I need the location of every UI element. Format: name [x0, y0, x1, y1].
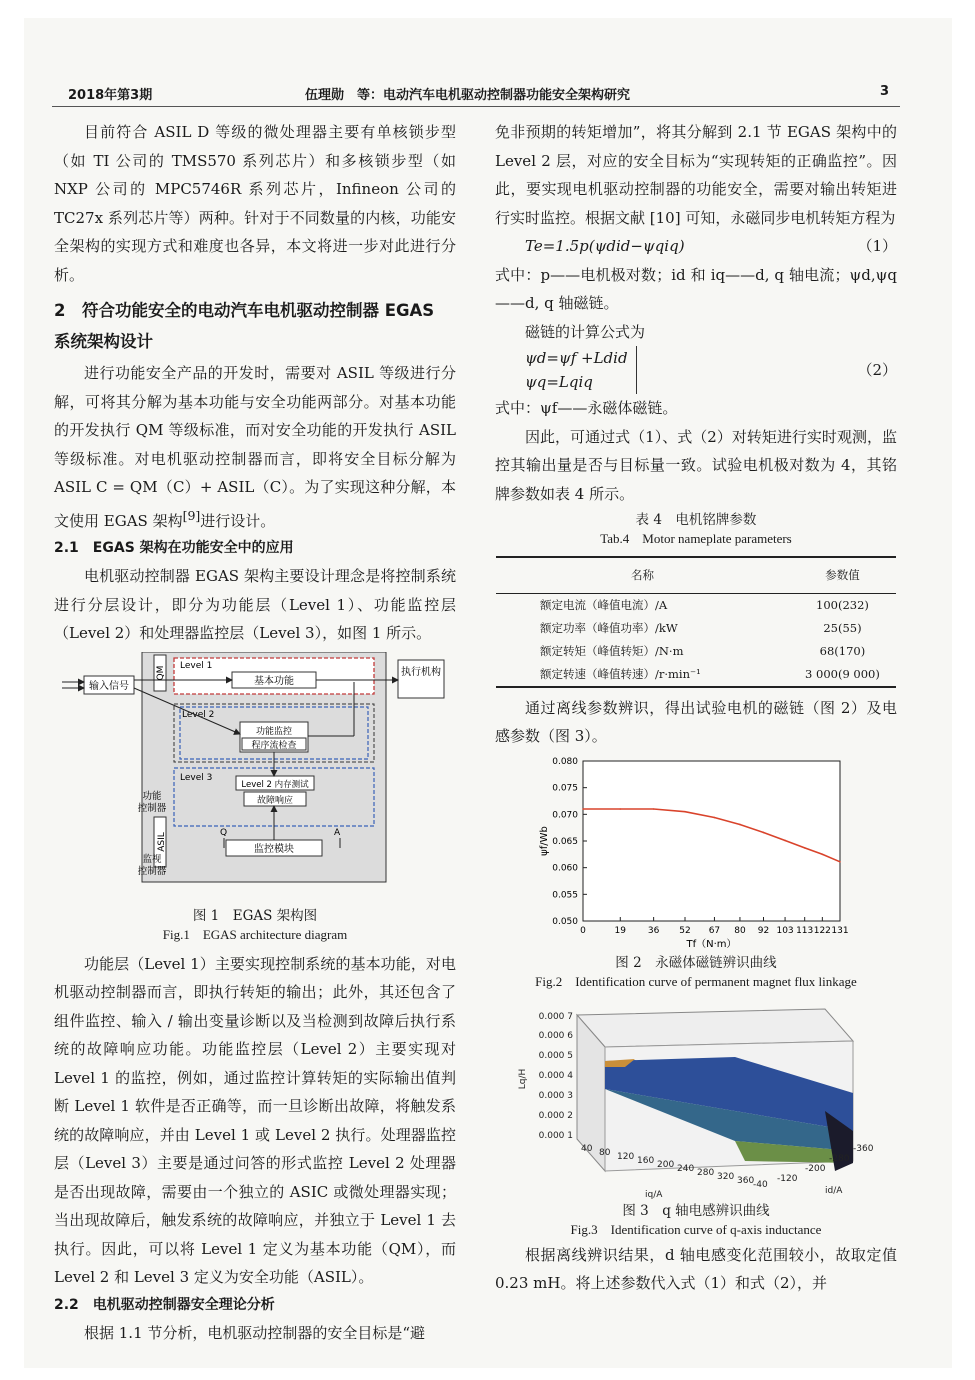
- svg-text:Level 2 内存测试: Level 2 内存测试: [241, 779, 309, 790]
- x-tick-label: 92: [757, 925, 770, 936]
- svg-text:320: 320: [717, 1171, 735, 1182]
- equation-definitions: 式中：ψf——永磁体磁链。: [495, 399, 678, 417]
- svg-text:基本功能: 基本功能: [254, 675, 294, 687]
- x-tick-label: 52: [679, 925, 691, 936]
- svg-text:Level 3: Level 3: [180, 772, 213, 783]
- data-point: [619, 808, 621, 810]
- svg-text:Level 1: Level 1: [180, 660, 213, 671]
- x-tick-label: 80: [734, 925, 746, 936]
- y-tick-label: 0.070: [552, 809, 578, 820]
- figure-1: [54, 648, 456, 906]
- plot-frame: [583, 761, 840, 921]
- svg-text:0.000 5: 0.000 5: [538, 1050, 573, 1061]
- x-tick-label: 131: [831, 925, 849, 936]
- svg-text:ASIL: ASIL: [157, 831, 167, 852]
- paragraph: 磁链的计算公式为: [525, 322, 646, 341]
- equation-1: Te=1.5p(ψdid−ψqiq) （1）: [525, 237, 897, 255]
- svg-text:-40: -40: [753, 1179, 768, 1190]
- data-point: [739, 823, 741, 825]
- svg-text:-200: -200: [805, 1163, 826, 1174]
- svg-text:280: 280: [697, 1167, 715, 1178]
- svg-text:0.000 3: 0.000 3: [538, 1090, 573, 1101]
- equation-definitions: 式中：p——电机极对数；id 和 iq——d, q 轴电流；ψd,ψq——d, q 轴磁链。: [495, 265, 897, 312]
- egas-diagram: [54, 652, 456, 910]
- x-tick-label: 0: [580, 925, 586, 936]
- svg-text:故障响应: 故障响应: [256, 795, 294, 806]
- svg-text:200: 200: [657, 1159, 675, 1170]
- section-heading: 2 符合功能安全的电动汽车电机驱动控制器 EGAS 系统架构设计: [54, 301, 435, 351]
- inductance-surface-chart: [495, 1001, 897, 1201]
- paragraph: 通过离线参数辨识，得出试验电机的磁链（图 2）及电感参数（图 3）。: [495, 698, 897, 745]
- x-tick-label: 36: [647, 925, 660, 936]
- svg-text:120: 120: [617, 1151, 635, 1162]
- figure-3-caption: 图 3 q 轴电感辨识曲线: [622, 1202, 770, 1219]
- y-tick-label: 0.055: [552, 889, 578, 900]
- journal-issue: 2018年第3期: [68, 88, 153, 103]
- x-tick-label: 103: [776, 925, 794, 936]
- paragraph: 因此，可通过式（1）、式（2）对转矩进行实时观测，监控其输出量是否与目标量一致。试验电机极对数为 4，其铭牌参数如表 4 所示。: [495, 427, 897, 503]
- svg-text:-280: -280: [829, 1153, 850, 1164]
- svg-text:控制器: 控制器: [137, 802, 167, 814]
- data-point: [653, 808, 655, 810]
- data-point: [839, 861, 841, 863]
- svg-text:QM: QM: [156, 665, 166, 680]
- svg-text:功能: 功能: [142, 790, 162, 802]
- figure-1-caption-en: Fig.1 EGAS architecture diagram: [162, 926, 348, 942]
- flux-linkage-chart: [495, 753, 897, 953]
- data-point: [784, 839, 786, 841]
- svg-text:80: 80: [599, 1147, 611, 1158]
- figure-2-caption-en: Fig.2 Identification curve of permanent magnet flux linkage: [535, 973, 857, 989]
- table-row: 额定电流（峰值电流）/A 100(232): [540, 597, 869, 612]
- table-header: 名称: [496, 557, 789, 593]
- svg-text:Q: Q: [220, 827, 228, 838]
- svg-text:-360: -360: [853, 1143, 874, 1154]
- citation: [9]: [182, 507, 201, 523]
- right-column: [495, 118, 897, 1298]
- table-4-caption-en: Tab.4 Motor nameplate parameters: [600, 531, 792, 546]
- equation-2: ψd=ψf +Ldid ψq=Lqiq （2）: [495, 346, 897, 394]
- data-point: [714, 816, 716, 818]
- svg-text:iq/A: iq/A: [645, 1189, 663, 1200]
- svg-text:功能监控: 功能监控: [255, 726, 293, 737]
- table-row: 额定转矩（峰值转矩）/N·m 68(170): [540, 643, 866, 658]
- svg-text:160: 160: [637, 1155, 655, 1166]
- y-tick-label: 0.060: [552, 863, 578, 874]
- paragraph: 功能层（Level 1）主要实现控制系统的基本功能，对电机驱动控制器而言，即执行转矩的输出；此外，其还包含了组件监控、输入 / 输出变量诊断以及当检测到故障后执行系统的故障响应功能。功能监控层（Level 2）主要实现对 Level 1 的监控，例如，通过监控计算转矩的实际输出值判断 Level 1 软件是否正确等，而一旦诊断出故障，将触发系统的故障响应，并由 Level 1 或 Level 2 执行。处理器监控层（Level 3）主要是通过问答的形式监控 Level 2 处理器是否出现故障，需要由一个独立的 ASIC 或微处理器实现；当出现故障后，触发系统的故障响应，并独立于 Level 1 去执行。因此，可以将 Level 1 定义为基本功能（QM），而 Level 2 和 Level 3 定义为安全功能（ASIL）。: [54, 954, 456, 1286]
- svg-text:240: 240: [677, 1163, 695, 1174]
- nameplate-table: [496, 556, 896, 688]
- paragraph: 免非预期的转矩增加”，将其分解到 2.1 节 EGAS 架构中的 Level 2 层，对应的安全目标为“实现转矩的正确监控”。因此，要实现电机驱动控制器的功能安全，需要对输出转矩进行实时监控。根据文献 [10] 可知，永磁同步电机转矩方程为: [495, 123, 897, 227]
- svg-text:程序流检查: 程序流检查: [251, 740, 297, 751]
- y-axis-label: ψf/Wb: [539, 825, 550, 856]
- x-tick-label: 122: [813, 925, 831, 936]
- svg-text:执行机构: 执行机构: [401, 666, 441, 678]
- figure-1-caption: 图 1 EGAS 架构图: [192, 907, 318, 924]
- svg-text:0.000 2: 0.000 2: [538, 1110, 573, 1121]
- data-point: [684, 810, 686, 812]
- data-point: [582, 808, 584, 810]
- table-header: 参数值: [789, 557, 896, 593]
- x-tick-label: 67: [708, 925, 721, 936]
- data-point: [822, 853, 824, 855]
- table-row: 额定转速（峰值转速）/r·min⁻¹ 3 000(9 000): [496, 663, 896, 687]
- x-tick-label: 113: [796, 925, 814, 936]
- paragraph: 目前符合 ASIL D 等级的微处理器主要有单核锁步型（如 TI 公司的 TMS570 系列芯片）和多核锁步型（如 NXP 公司的 MPC5746R 系列芯片，Infineon 公司的 TC27x 系列芯片等）两种。针对于不同数量的内核，功能安全架构的实现方式和难度也各异，本文将进一步对此进行分析。: [54, 123, 456, 284]
- subsection-heading: 2.1 EGAS 架构在功能安全中的应用: [54, 540, 294, 556]
- paragraph: 电机驱动控制器 EGAS 架构主要设计理念是将控制系统进行分层设计，即分为功能层（Level 1）、功能监控层（Level 2）和处理器监控层（Level 3），如图 1 所示。: [54, 567, 456, 642]
- x-axis-label: Tf（N·m）: [686, 938, 737, 950]
- paragraph: 根据 1.1 节分析，电机驱动控制器的安全目标是“避: [84, 1323, 426, 1342]
- data-point: [804, 847, 806, 849]
- table-4-caption: 表 4 电机铭牌参数: [635, 512, 757, 528]
- svg-text:Lq/H: Lq/H: [518, 1068, 528, 1089]
- svg-text:360: 360: [737, 1175, 755, 1186]
- x-tick-label: 19: [614, 925, 627, 936]
- subsection-heading: 2.2 电机驱动控制器安全理论分析: [54, 1296, 275, 1313]
- svg-text:0.000 7: 0.000 7: [538, 1011, 573, 1022]
- paragraph: 根据离线辨识结果，d 轴电感变化范围较小，故取定值 0.23 mH。将上述参数代入式（1）和式（2），并: [495, 1245, 897, 1292]
- svg-text:40: 40: [581, 1143, 593, 1154]
- data-point: [763, 831, 765, 833]
- left-column: [54, 118, 456, 1347]
- svg-text:id/A: id/A: [825, 1185, 843, 1196]
- svg-text:0.000 1: 0.000 1: [538, 1130, 573, 1141]
- page-number: 3: [880, 84, 890, 99]
- svg-text:控制器: 控制器: [137, 865, 167, 877]
- svg-text:Level 2: Level 2: [182, 709, 215, 720]
- running-title: 伍理勋 等：电动汽车电机驱动控制器功能安全架构研究: [305, 88, 631, 103]
- y-tick-label: 0.065: [552, 836, 578, 847]
- y-tick-label: 0.080: [552, 756, 578, 767]
- figure-3-caption-en: Fig.3 Identification curve of q-axis inductance: [570, 1221, 822, 1237]
- figure-2-caption: 图 2 永磁体磁链辨识曲线: [615, 954, 777, 971]
- svg-text:0.000 4: 0.000 4: [538, 1070, 573, 1081]
- svg-text:A: A: [334, 827, 341, 838]
- svg-text:监视: 监视: [142, 853, 162, 865]
- y-tick-label: 0.075: [552, 783, 578, 794]
- table-row: 额定功率（峰值功率）/kW 25(55): [540, 620, 862, 635]
- header-rule: [52, 106, 900, 107]
- svg-text:-120: -120: [777, 1173, 798, 1184]
- svg-text:0.000 6: 0.000 6: [538, 1030, 573, 1041]
- svg-text:监控模块: 监控模块: [254, 843, 294, 855]
- paragraph: 进行功能安全产品的开发时，需要对 ASIL 等级进行分解，可将其分解为基本功能与安全功能两部分。对基本功能的开发执行 QM 等级标准，而对安全功能的开发执行 ASIL 等级标准。对电机驱动控制器而言，即将安全目标分解为 ASIL C = QM（C）+ ASIL（C）。为了实现这种分解，本文使用 EGAS 架构[9]进行设计。: [54, 364, 456, 530]
- y-tick-label: 0.050: [552, 916, 578, 927]
- svg-text:输入信号: 输入信号: [89, 680, 129, 692]
